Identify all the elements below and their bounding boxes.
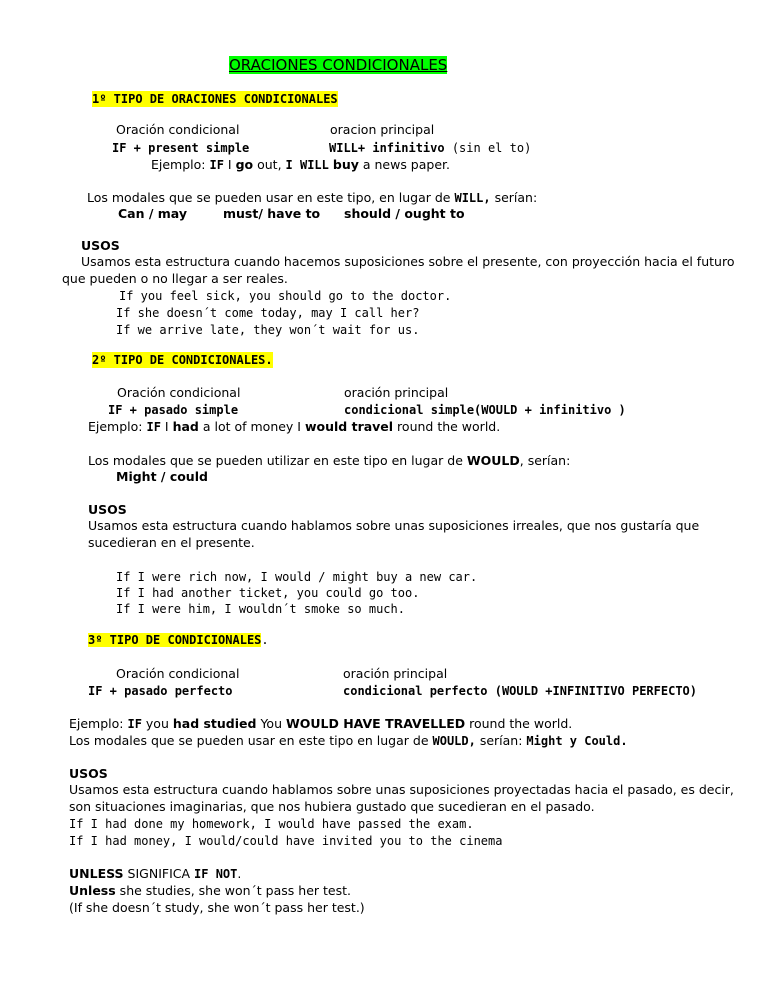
type2-example-sentence: If I were him, I wouldn´t smoke so much.: [116, 602, 405, 616]
type1-modal-3: should / ought to: [344, 206, 465, 221]
type3-example-sentence: If I had money, I would/could have invited you to the cinema: [69, 834, 503, 848]
type2-uses-text-1: Usamos esta estructura cuando hablamos sobre unas suposiciones irreales, que nos gustaría que: [88, 518, 700, 533]
type3-heading: 3º TIPO DE CONDICIONALES.: [88, 633, 269, 647]
unless-example: Unless she studies, she won´t pass her test.: [69, 883, 351, 898]
type2-uses-text-2: sucedieran en el presente.: [88, 535, 255, 550]
type2-col-right: oración principal: [344, 385, 449, 400]
type1-example-sentence: If you feel sick, you should go to the doctor.: [119, 289, 452, 303]
type3-col-right: oración principal: [343, 666, 448, 681]
type2-uses-label: USOS: [88, 502, 127, 517]
type1-col-left: Oración condicional: [116, 122, 240, 137]
type1-modal-2: must/ have to: [223, 206, 321, 221]
type3-form-left: IF + pasado perfecto: [88, 684, 233, 698]
type1-form-right: WILL+ infinitivo (sin el to): [329, 141, 532, 155]
type3-col-left: Oración condicional: [116, 666, 240, 681]
type2-form-left: IF + pasado simple: [108, 403, 239, 417]
type3-uses-text-2: son situaciones imaginarias, que nos hubiera gustado que sucedieran en el pasado.: [69, 799, 595, 814]
type3-uses-text-1: Usamos esta estructura cuando hablamos sobre unas suposiciones proyectadas hacia el pasado, es decir,: [69, 782, 734, 797]
type2-example: Ejemplo: IF I had a lot of money I would travel round the world.: [88, 419, 501, 434]
type1-example-sentence: If she doesn´t come today, may I call her?: [116, 306, 420, 320]
type1-uses-label: USOS: [81, 238, 120, 253]
type3-example: Ejemplo: IF you had studied You WOULD HAVE TRAVELLED round the world.: [69, 716, 573, 731]
type1-example: Ejemplo: IF I go out, I WILL buy a news paper.: [151, 157, 450, 172]
page-title: ORACIONES CONDICIONALES: [229, 56, 448, 74]
unless-heading: UNLESS SIGNIFICA IF NOT.: [69, 866, 242, 881]
type2-example-sentence: If I were rich now, I would / might buy a new car.: [116, 570, 478, 584]
type1-col-right: oracion principal: [330, 122, 435, 137]
type3-example-sentence: If I had done my homework, I would have passed the exam.: [69, 817, 474, 831]
type3-uses-label: USOS: [69, 766, 108, 781]
type1-modal-1: Can / may: [118, 206, 188, 221]
type2-example-sentence: If I had another ticket, you could go too.: [116, 586, 420, 600]
type1-uses-text-1: Usamos esta estructura cuando hacemos suposiciones sobre el presente, con proyección hacia el futuro: [81, 254, 735, 269]
type2-col-left: Oración condicional: [117, 385, 241, 400]
type1-example-sentence: If we arrive late, they won´t wait for us.: [116, 323, 420, 337]
type1-uses-text-2: que pueden o no llegar a ser reales.: [62, 271, 288, 286]
type3-form-right: condicional perfecto (WOULD +INFINITIVO PERFECTO): [343, 684, 698, 698]
type1-modals-intro: Los modales que se pueden usar en este tipo, en lugar de WILL, serían:: [87, 190, 538, 205]
type2-modals: Might / could: [116, 469, 208, 484]
unless-equivalent: (If she doesn´t study, she won´t pass her test.): [69, 900, 365, 915]
type1-heading: 1º TIPO DE ORACIONES CONDICIONALES: [92, 92, 338, 106]
type1-form-left: IF + present simple: [112, 141, 250, 155]
type2-form-right: condicional simple(WOULD + infinitivo ): [344, 403, 626, 417]
type3-modals-intro: Los modales que se pueden usar en este tipo en lugar de WOULD, serían: Might y Could.: [69, 733, 628, 748]
type2-heading: 2º TIPO DE CONDICIONALES.: [92, 353, 273, 367]
type2-modals-intro: Los modales que se pueden utilizar en este tipo en lugar de WOULD, serían:: [88, 453, 571, 468]
